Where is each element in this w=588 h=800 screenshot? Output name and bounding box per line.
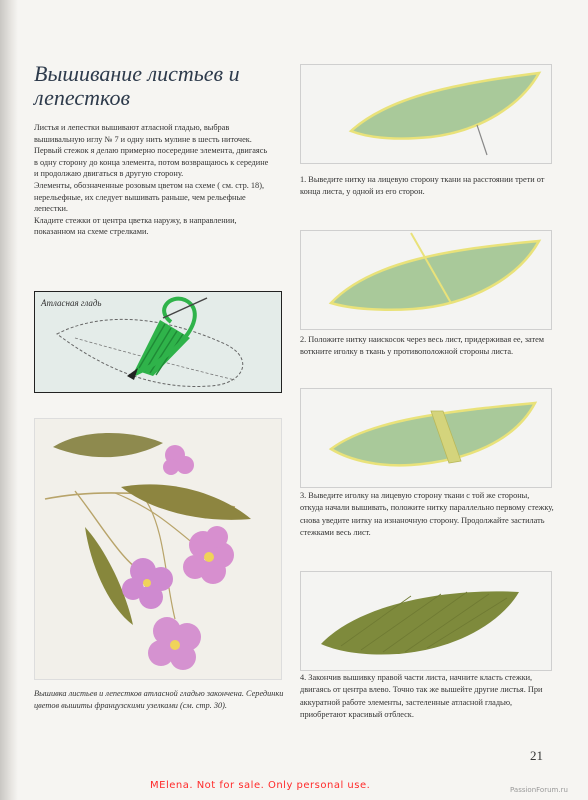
page-number: 21	[530, 748, 543, 763]
intro-paragraph: Кладите стежки от центра цветка наружу, в направлении, показанном на схеме стрелками.	[34, 215, 237, 237]
diagram-label: Атласная гладь	[41, 298, 102, 308]
page-spine-shadow	[0, 0, 18, 800]
step-3-text: 3. Выведите иголку на лицевую сторону ткани с той же стороны, откуда начали вышивать, положите нитку параллельно первому стежку, снова уведите нитку на изнаночную сторону. Продолжайте застилать стежками весь лист.	[300, 491, 554, 538]
site-credit: PassionForum.ru	[510, 786, 568, 794]
flower	[163, 445, 194, 475]
step-1-image	[300, 64, 552, 164]
embroidery-photo	[34, 418, 282, 680]
step-3-image	[300, 388, 552, 488]
intro-text	[34, 122, 270, 238]
leaf	[85, 527, 133, 625]
flower-center	[143, 579, 151, 587]
step-2-image	[300, 230, 552, 330]
needle-icon	[477, 125, 487, 155]
intro-paragraph: Элементы, обозначенные розовым цветом на схеме ( см. стр. 18), нерельефные, их следует вышивать раньше, чем рельефные лепестки.	[34, 180, 265, 214]
step-3-leaf-illustration	[301, 389, 551, 487]
satin-stitch-illustration	[35, 292, 281, 392]
flower-center	[170, 640, 180, 650]
leaf	[121, 484, 251, 519]
step-2-leaf-illustration	[301, 231, 551, 329]
step-1-leaf-illustration	[301, 65, 551, 163]
step-1-text: 1. Выведите нитку на лицевую сторону ткани на расстоянии трети от конца листа, у одной из его сторон.	[300, 175, 545, 197]
step-2-text: 2. Положите нитку наискосок через весь лист, придерживая ее, затем воткните иголку в ткань у противоположной стороны листа.	[300, 335, 545, 357]
photo-caption: Вышивка листьев и лепестков атласной гладью закончена. Серединки цветов вышиты французскими узелками (см. стр. 30).	[34, 689, 284, 711]
step-4-image	[300, 571, 552, 671]
satin-stitch-diagram	[34, 291, 282, 393]
intro-paragraph: Листья и лепестки вышивают атласной гладью, выбрав вышивальную иглу № 7 и одну нить мулине в шесть ниточек.	[34, 123, 252, 144]
watermark: MElena. Not for sale. Only personal use.	[150, 780, 371, 791]
leaf-shape	[351, 73, 539, 139]
page-title: Вышивание листьев и лепестков	[34, 61, 240, 110]
step-4-leaf-illustration	[301, 572, 551, 670]
flower-center	[204, 552, 214, 562]
embroidery-illustration	[35, 419, 281, 679]
leaf-shape-filled	[321, 591, 519, 654]
step-4-text: 4. Закончив вышивку правой части листа, начните класть стежки, двигаясь от центра влево. Точно так же вышейте другие листья. При аккуратной работе элементы, застеленные атласной гладью, приобретают красивый отблеск.	[300, 673, 543, 720]
leaf	[53, 433, 163, 457]
intro-paragraph: Первый стежок я делаю примерно посередине элемента, двигаясь в одну сторону до конца элемента, потом возвращаюсь к середине и продолжаю двигаться в другую сторону.	[34, 146, 269, 179]
